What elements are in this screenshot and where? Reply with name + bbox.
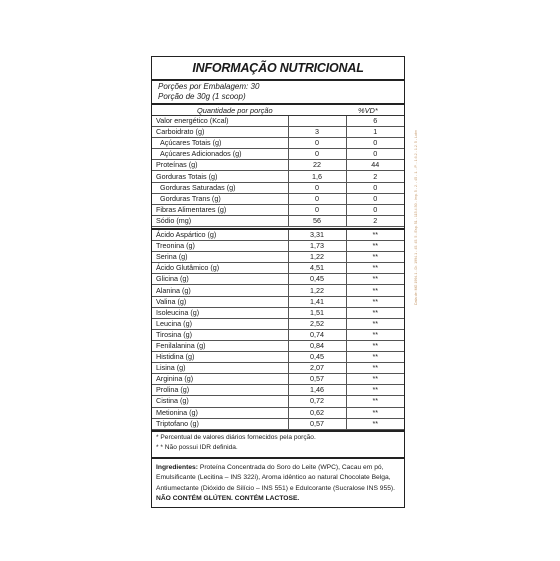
amino-acid-name: Metionina (g) — [152, 407, 288, 418]
nutrient-row — [152, 215, 404, 226]
nutrient-vd: 6 — [346, 116, 404, 127]
amino-acid-quantity: 3,31 — [288, 230, 346, 241]
amino-acid-name: Alanina (g) — [152, 285, 288, 296]
amino-acid-name: Tirosina (g) — [152, 329, 288, 340]
amino-acid-name: Ácido Aspártico (g) — [152, 230, 288, 241]
amino-acid-vd: ** — [346, 307, 404, 318]
amino-acid-row — [152, 329, 404, 340]
amino-acid-row — [152, 307, 404, 318]
serving-size: Porção de 30g (1 scoop) — [158, 92, 246, 101]
ingredients-label: Ingredientes: — [156, 464, 198, 471]
amino-acid-quantity: 0,57 — [288, 374, 346, 385]
amino-acid-quantity: 0,74 — [288, 329, 346, 340]
nutrient-name: Valor energético (Kcal) — [152, 116, 288, 127]
table-bottom-divider — [152, 430, 404, 432]
amino-acid-quantity: 0,57 — [288, 418, 346, 429]
nutrient-row — [152, 193, 404, 204]
amino-acid-name: Treonina (g) — [152, 241, 288, 252]
amino-acid-row — [152, 252, 404, 263]
amino-acid-vd: ** — [346, 374, 404, 385]
nutrient-vd: 1 — [346, 127, 404, 138]
amino-acid-quantity: 1,51 — [288, 307, 346, 318]
nutrient-name: Fibras Alimentares (g) — [152, 204, 288, 215]
ingredients-text: Proteína Concentrada do Soro do Leite (WPC), Cacau em pó, Emulsificante (Lecitina – INS 322i), Aroma idêntico ao natural Chocolate Belga, Antiumectante (Dióxido de Silício – INS 551) e Edulcorante (Sucralose INS 955). — [156, 464, 396, 492]
amino-acid-row — [152, 274, 404, 285]
nutrient-quantity: 0 — [288, 149, 346, 160]
nutrient-name: Gorduras Trans (g) — [152, 193, 288, 204]
amino-acid-name: Lisina (g) — [152, 363, 288, 374]
amino-acid-name: Leucina (g) — [152, 318, 288, 329]
footnote-idr: * * Não possui IDR definida. — [156, 444, 238, 451]
amino-acid-vd: ** — [346, 318, 404, 329]
amino-acid-row — [152, 340, 404, 351]
amino-acid-quantity: 0,72 — [288, 396, 346, 407]
amino-acid-row — [152, 230, 404, 241]
nutrient-quantity — [288, 116, 346, 127]
amino-acid-row — [152, 352, 404, 363]
amino-acid-row — [152, 374, 404, 385]
amino-acid-vd: ** — [346, 285, 404, 296]
nutrient-name: Gorduras Totais (g) — [152, 171, 288, 182]
nutrient-row — [152, 138, 404, 149]
nutrient-quantity: 0 — [288, 182, 346, 193]
label-title: INFORMAÇÃO NUTRICIONAL — [192, 61, 364, 75]
amino-acid-quantity: 1,46 — [288, 385, 346, 396]
nutrient-name: Sódio (mg) — [152, 215, 288, 226]
nutrition-facts-label — [151, 56, 405, 508]
nutrient-vd: 44 — [346, 160, 404, 171]
amino-acid-vd: ** — [346, 230, 404, 241]
nutrient-quantity: 1,6 — [288, 171, 346, 182]
amino-acid-vd: ** — [346, 329, 404, 340]
nutrient-quantity: 3 — [288, 127, 346, 138]
nutrient-row — [152, 160, 404, 171]
amino-acid-row — [152, 418, 404, 429]
nutrient-vd: 2 — [346, 171, 404, 182]
footnote-vd: * Percentual de valores diários fornecidos pela porção. — [156, 434, 316, 441]
nutrient-quantity: 0 — [288, 193, 346, 204]
amino-acid-name: Prolina (g) — [152, 385, 288, 396]
nutrient-row — [152, 204, 404, 215]
nutrient-vd: 0 — [346, 182, 404, 193]
amino-acid-vd: ** — [346, 252, 404, 263]
amino-acid-name: Valina (g) — [152, 296, 288, 307]
amino-acid-row — [152, 285, 404, 296]
amino-acid-vd: ** — [346, 418, 404, 429]
amino-acid-vd: ** — [346, 352, 404, 363]
amino-acid-name: Glicina (g) — [152, 274, 288, 285]
gluten-lactose-notice: NÃO CONTÉM GLÚTEN. CONTÉM LACTOSE. — [156, 494, 300, 502]
amino-acid-vd: ** — [346, 274, 404, 285]
vd-header: %VD* — [358, 106, 378, 115]
nutrient-name: Açúcares Adicionados (g) — [152, 149, 288, 160]
amino-acid-row — [152, 407, 404, 418]
footnote-divider — [152, 457, 404, 459]
nutrient-name: Proteínas (g) — [152, 160, 288, 171]
nutrient-vd: 0 — [346, 149, 404, 160]
nutrient-name: Gorduras Saturadas (g) — [152, 182, 288, 193]
amino-acid-row — [152, 263, 404, 274]
nutrient-quantity: 0 — [288, 138, 346, 149]
amino-acid-vd: ** — [346, 385, 404, 396]
amino-acid-quantity: 0,45 — [288, 352, 346, 363]
amino-acid-quantity: 0,45 — [288, 274, 346, 285]
side-print-code: Data de: MG 1994.1 - Dr. 1994.1 - 45. 45. 5 - Esp. 51 - 115.4.50 - Imp. 5 - 2. - 45 - 1. - P. - 1.6.2 - 1.2. 5 - Lotm — [414, 129, 418, 305]
amino-acid-name: Cistina (g) — [152, 396, 288, 407]
amino-acid-name: Fenilalanina (g) — [152, 340, 288, 351]
ingredients-block — [156, 463, 400, 504]
nutrient-row — [152, 116, 404, 127]
nutrient-vd: 0 — [346, 138, 404, 149]
amino-acid-quantity: 1,22 — [288, 252, 346, 263]
amino-acid-row — [152, 385, 404, 396]
nutrient-vd: 0 — [346, 193, 404, 204]
nutrient-row — [152, 171, 404, 182]
amino-acid-vd: ** — [346, 407, 404, 418]
nutrient-row — [152, 149, 404, 160]
nutrients-table — [152, 116, 404, 227]
nutrient-name: Carboidrato (g) — [152, 127, 288, 138]
amino-acid-row — [152, 363, 404, 374]
amino-acid-vd: ** — [346, 263, 404, 274]
amino-acid-name: Arginina (g) — [152, 374, 288, 385]
title-divider — [152, 79, 404, 81]
amino-acid-vd: ** — [346, 340, 404, 351]
amino-acid-name: Serina (g) — [152, 252, 288, 263]
amino-acid-quantity: 0,84 — [288, 340, 346, 351]
amino-acid-vd: ** — [346, 363, 404, 374]
nutrient-vd: 2 — [346, 215, 404, 226]
amino-acids-table — [152, 230, 404, 430]
nutrient-row — [152, 127, 404, 138]
amino-acid-name: Isoleucina (g) — [152, 307, 288, 318]
amino-acid-name: Histidina (g) — [152, 352, 288, 363]
nutrient-row — [152, 182, 404, 193]
nutrient-quantity: 56 — [288, 215, 346, 226]
amino-acid-name: Ácido Glutâmico (g) — [152, 263, 288, 274]
amino-acid-quantity: 4,51 — [288, 263, 346, 274]
amino-acid-name: Triptofano (g) — [152, 418, 288, 429]
amino-acid-quantity: 0,62 — [288, 407, 346, 418]
quantity-header: Quantidade por porção — [197, 106, 273, 115]
amino-acid-vd: ** — [346, 296, 404, 307]
amino-acid-quantity: 2,07 — [288, 363, 346, 374]
amino-acid-quantity: 1,41 — [288, 296, 346, 307]
amino-acid-row — [152, 241, 404, 252]
serving-divider — [152, 103, 404, 105]
amino-acid-quantity: 2,52 — [288, 318, 346, 329]
amino-acid-row — [152, 318, 404, 329]
nutrient-quantity: 0 — [288, 204, 346, 215]
amino-acid-vd: ** — [346, 241, 404, 252]
servings-per-package: Porções por Embalagem: 30 — [158, 82, 260, 91]
nutrient-quantity: 22 — [288, 160, 346, 171]
amino-acid-vd: ** — [346, 396, 404, 407]
amino-acid-row — [152, 296, 404, 307]
amino-acid-quantity: 1,73 — [288, 241, 346, 252]
amino-acid-quantity: 1,22 — [288, 285, 346, 296]
nutrient-vd: 0 — [346, 204, 404, 215]
amino-acid-row — [152, 396, 404, 407]
nutrient-name: Açúcares Totais (g) — [152, 138, 288, 149]
